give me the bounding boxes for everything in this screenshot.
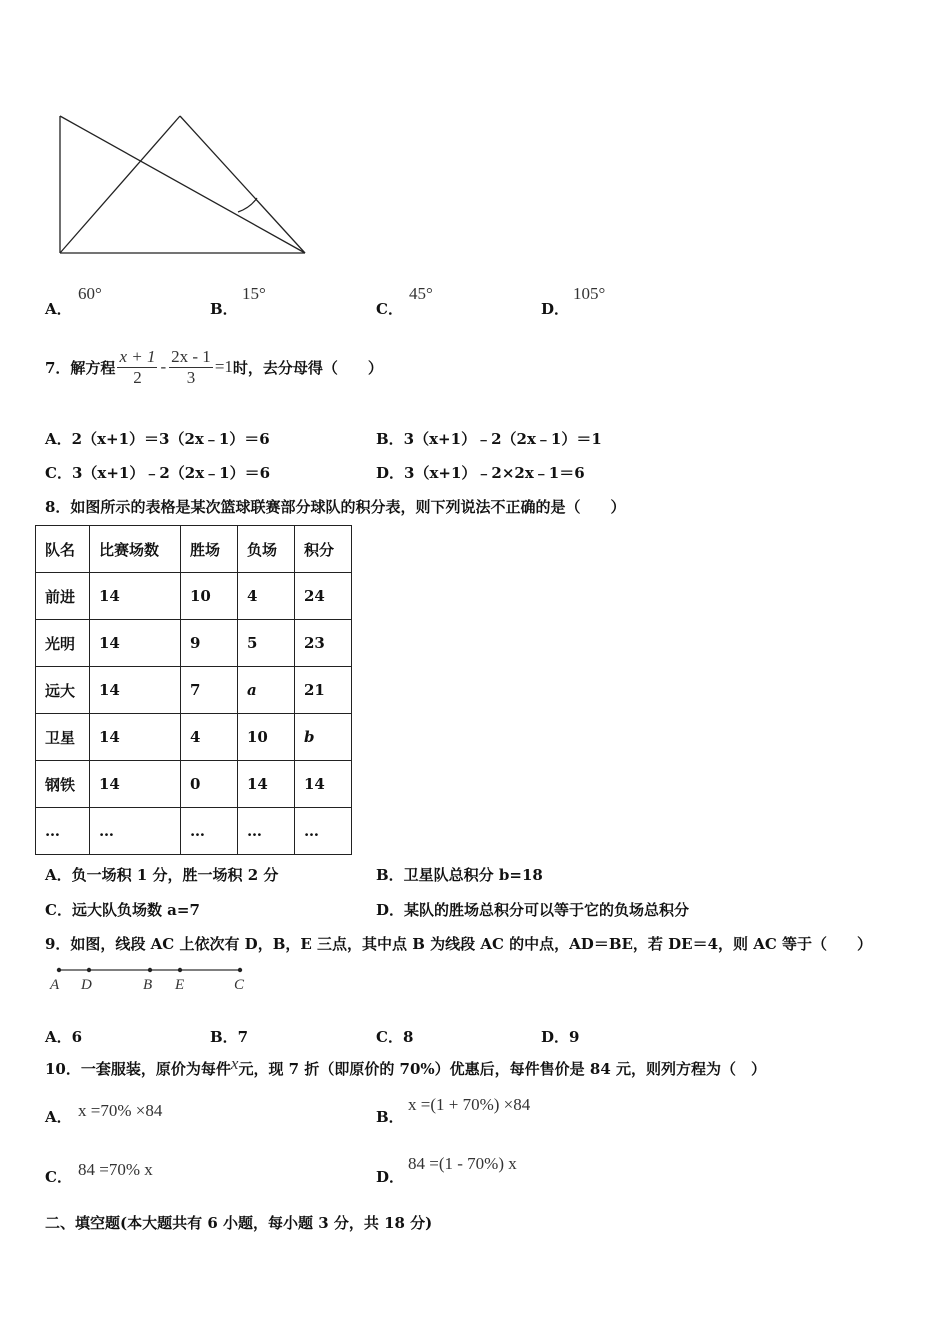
point-a [57, 968, 61, 972]
table-header-row [36, 526, 352, 573]
q8-option-a[interactable]: A．负一场积 1 分，胜一场积 2 分 [45, 866, 279, 884]
table-header-cell: 负场 [238, 526, 295, 573]
table-row [36, 620, 352, 667]
table-cell: 14 [238, 761, 295, 808]
table-cell: 钢铁 [36, 761, 90, 808]
table-row [36, 808, 352, 855]
left-slant-edge [60, 116, 180, 253]
table-cell: 10 [238, 714, 295, 761]
table-row [36, 761, 352, 808]
table-cell: … [238, 808, 295, 855]
diagonal-edge [60, 116, 305, 253]
point-b [148, 968, 152, 972]
q10-option-a-expr: x =70% ×84 [78, 1101, 163, 1120]
q10-option-c[interactable]: C． [45, 1168, 72, 1186]
table-cell: b [295, 714, 352, 761]
table-cell: 0 [181, 761, 238, 808]
table-cell: 23 [295, 620, 352, 667]
q7-option-b[interactable]: B．3（x+1）﹣2（2x﹣1）＝1 [376, 430, 602, 448]
point-label-e: E [175, 977, 185, 993]
table-header-cell: 队名 [36, 526, 90, 573]
q6-option-c[interactable]: C． [376, 300, 403, 318]
q10-option-b-expr: x =(1 + 70%) ×84 [408, 1095, 531, 1114]
q9-option-b[interactable]: B．7 [210, 1028, 249, 1046]
q10-stem: 10．一套服装，原价为每件x元，现 7 折（即原价的 70%）优惠后，每件售价是 84 元，则列方程为（ ） [45, 1054, 766, 1078]
table-cell: 14 [90, 667, 181, 714]
table-row [36, 667, 352, 714]
table-cell: 9 [181, 620, 238, 667]
q6-option-d[interactable]: D． [541, 300, 570, 318]
q8-option-b[interactable]: B．卫星队总积分 b=18 [376, 866, 543, 884]
q10-option-c-expr: 84 =70% x [78, 1160, 153, 1179]
q9-stem: 9．如图，线段 AC 上依次有 D，B，E 三点，其中点 B 为线段 AC 的中点，AD＝BE，若 DE＝4，则 AC 等于（ ） [45, 935, 873, 953]
table-cell: a [238, 667, 295, 714]
table-cell: 21 [295, 667, 352, 714]
q10-option-d[interactable]: D． [376, 1168, 405, 1186]
table-cell: … [181, 808, 238, 855]
q7-fraction-1: $\frac{x + 1}{2}$ [119, 346, 156, 387]
q6-option-b[interactable]: B． [210, 300, 238, 318]
table-cell: 14 [295, 761, 352, 808]
right-slant-edge [180, 116, 305, 253]
table-cell: 前进 [36, 573, 90, 620]
table-cell: 4 [181, 714, 238, 761]
q10-option-a[interactable]: A． [45, 1108, 72, 1126]
point-label-a: A [50, 977, 60, 993]
table-cell: 24 [295, 573, 352, 620]
q7-option-c[interactable]: C．3（x+1）﹣2（2x﹣1）＝6 [45, 464, 271, 482]
table-header-cell: 积分 [295, 526, 352, 573]
q8-option-d[interactable]: D．某队的胜场总积分可以等于它的负场总积分 [376, 901, 690, 919]
score-table [35, 525, 352, 855]
table-cell: 远大 [36, 667, 90, 714]
table-header-cell: 胜场 [181, 526, 238, 573]
q9-option-c[interactable]: C．8 [376, 1028, 414, 1046]
point-e [178, 968, 182, 972]
triangle-figure [55, 110, 315, 260]
table-cell: 5 [238, 620, 295, 667]
q10-option-b[interactable]: B． [376, 1108, 404, 1126]
table-row [36, 714, 352, 761]
table-cell: 4 [238, 573, 295, 620]
q9-option-d[interactable]: D．9 [541, 1028, 580, 1046]
section-heading: 二、填空题(本大题共有 6 小题，每小题 3 分，共 18 分) [45, 1214, 433, 1232]
table-cell: 7 [181, 667, 238, 714]
angle-arc [238, 198, 257, 212]
table-cell: 10 [181, 573, 238, 620]
q6-option-b-value: 15° [242, 284, 266, 303]
q6-option-a-value: 60° [78, 284, 102, 303]
table-cell: 14 [90, 573, 181, 620]
point-d [87, 968, 91, 972]
q8-stem: 8．如图所示的表格是某次篮球联赛部分球队的积分表，则下列说法不正确的是（ ） [45, 498, 626, 516]
table-cell: … [90, 808, 181, 855]
q8-option-c[interactable]: C．远大队负场数 a=7 [45, 901, 200, 919]
q7-fraction-2: $\frac{2x - 1}{3}$ [171, 346, 211, 387]
q7-option-d[interactable]: D．3（x+1）﹣2×2x﹣1＝6 [376, 464, 585, 482]
point-label-c: C [234, 977, 245, 993]
table-cell: 光明 [36, 620, 90, 667]
q7-stem: 7．解方程 $\frac{x + 1}{2}$ - $\frac{2x - 1}{3}$ =1 时，去分母得（ ） [45, 346, 383, 387]
q6-option-c-value: 45° [409, 284, 433, 303]
table-cell: … [36, 808, 90, 855]
q6-option-d-value: 105° [573, 284, 606, 303]
table-row [36, 573, 352, 620]
table-header-cell: 比赛场数 [90, 526, 181, 573]
table-cell: 14 [90, 761, 181, 808]
q10-option-d-expr: 84 =(1 - 70%) x [408, 1154, 517, 1173]
point-c [238, 968, 242, 972]
point-label-d: D [81, 977, 92, 993]
q7-option-a[interactable]: A．2（x+1）＝3（2x﹣1）＝6 [45, 430, 270, 448]
table-cell: 14 [90, 620, 181, 667]
table-cell: … [295, 808, 352, 855]
q6-option-a[interactable]: A． [45, 300, 72, 318]
table-cell: 卫星 [36, 714, 90, 761]
table-cell: 14 [90, 714, 181, 761]
q9-option-a[interactable]: A．6 [45, 1028, 83, 1046]
point-label-b: B [143, 977, 153, 993]
